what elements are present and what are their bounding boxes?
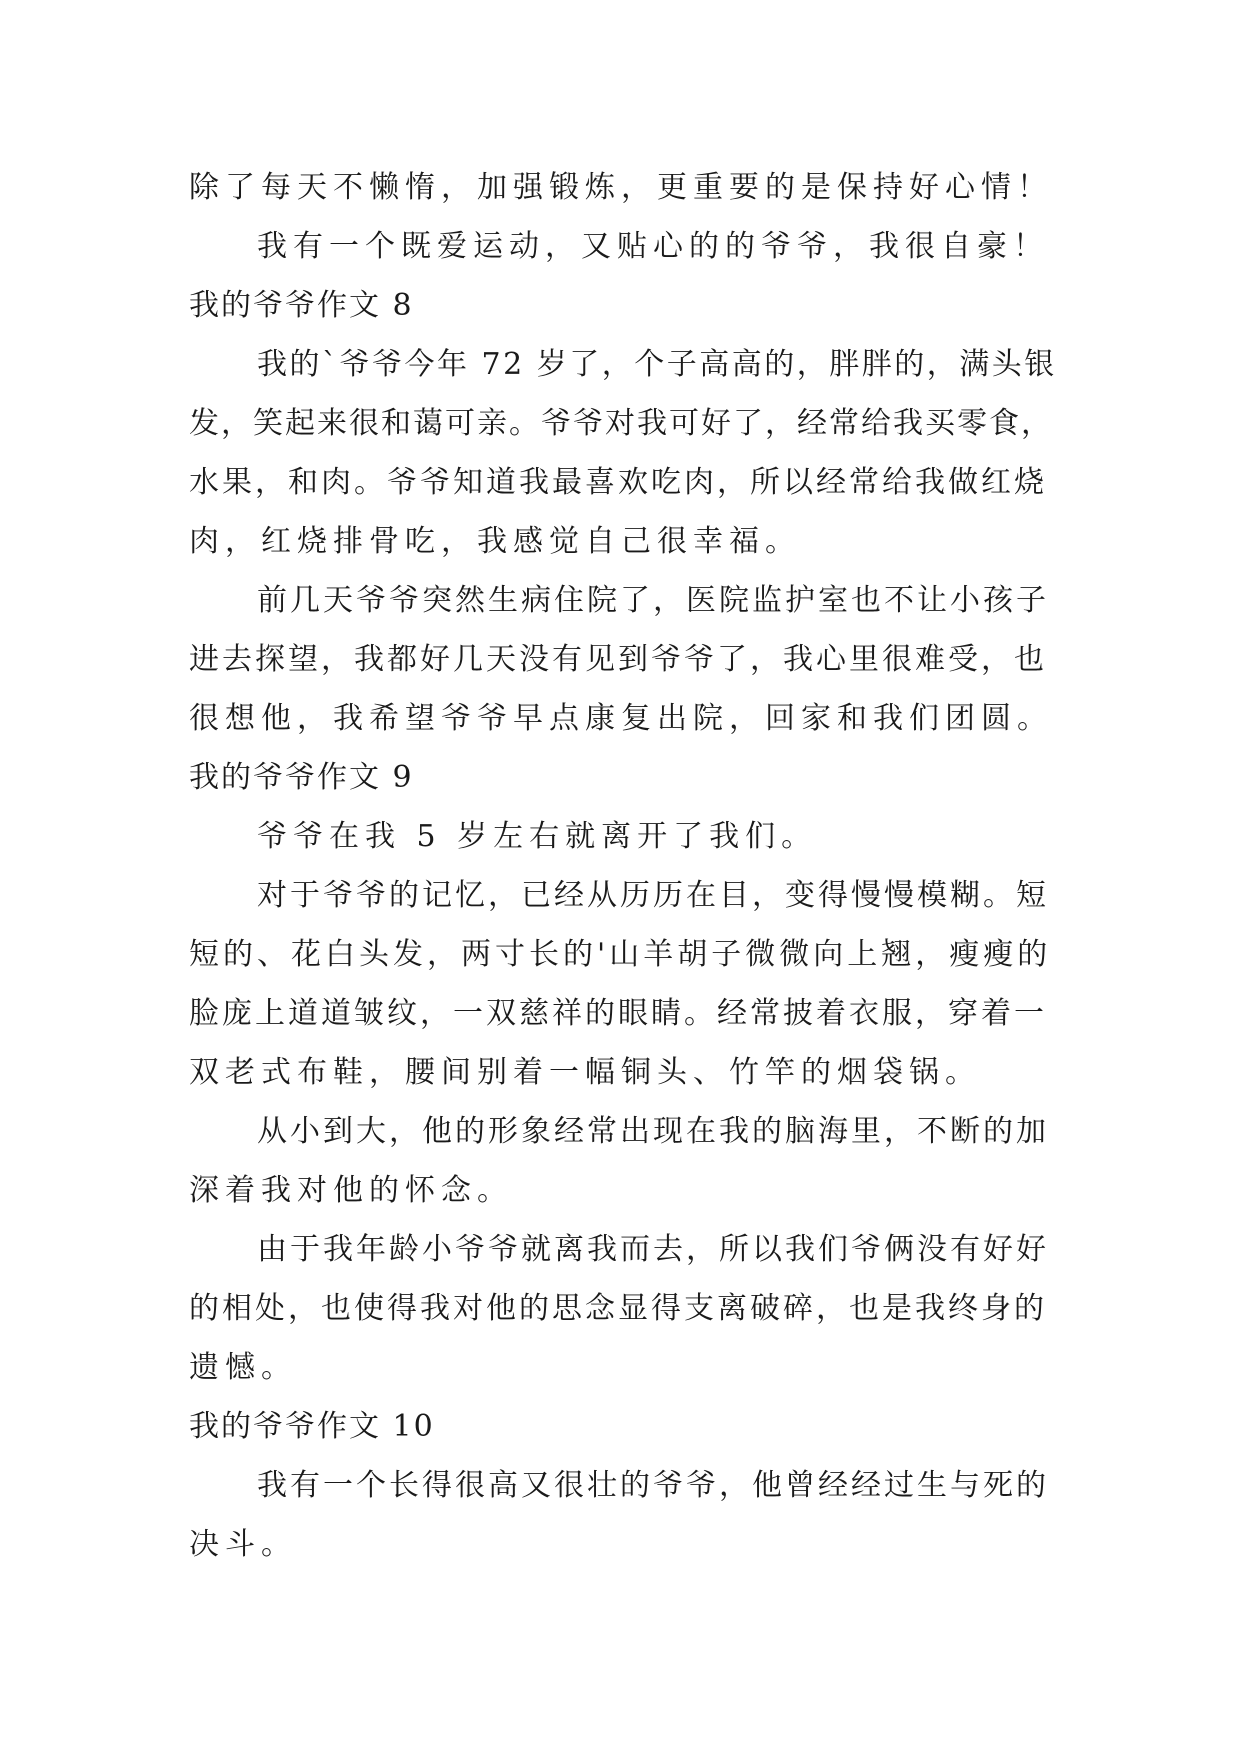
paragraph-line: 决斗。 <box>189 1527 297 1562</box>
paragraph-line: 双老式布鞋，腰间别着一幅铜头、竹竿的烟袋锅。 <box>189 1055 981 1090</box>
paragraph-line: 从小到大，他的形象经常出现在我的脑海里，不断的加 <box>257 1114 1049 1149</box>
document-body <box>189 158 1059 1574</box>
paragraph-line: 发，笑起来很和蔼可亲。爷爷对我可好了，经常给我买零食， <box>189 406 1053 441</box>
paragraph-line: 我有一个长得很高又很壮的爷爷，他曾经经过生与死的 <box>257 1468 1049 1503</box>
paragraph-line: 肉，红烧排骨吃，我感觉自己很幸福。 <box>189 524 801 559</box>
section-heading: 我的爷爷作文 8 <box>189 288 414 323</box>
paragraph-line: 对于爷爷的记忆，已经从历历在目，变得慢慢模糊。短 <box>257 878 1049 913</box>
paragraph-line: 脸庞上道道皱纹，一双慈祥的眼睛。经常披着衣服，穿着一 <box>189 996 1047 1031</box>
paragraph-line: 除了每天不懒惰，加强锻炼，更重要的是保持好心情！ <box>189 170 1053 205</box>
paragraph-line: 短的、花白头发，两寸长的'山羊胡子微微向上翘，瘦瘦的 <box>189 937 1052 972</box>
section-heading: 我的爷爷作文 9 <box>189 760 414 795</box>
section-heading: 我的爷爷作文 10 <box>189 1409 435 1444</box>
paragraph-line: 深着我对他的怀念。 <box>189 1173 513 1208</box>
paragraph-line: 前几天爷爷突然生病住院了，医院监护室也不让小孩子 <box>257 583 1049 618</box>
paragraph-line: 水果，和肉。爷爷知道我最喜欢吃肉，所以经常给我做红烧 <box>189 465 1047 500</box>
paragraph-line: 由于我年龄小爷爷就离我而去，所以我们爷俩没有好好 <box>257 1232 1049 1267</box>
paragraph-line: 的相处，也使得我对他的思念显得支离破碎，也是我终身的 <box>189 1291 1047 1326</box>
paragraph-line: 我的`爷爷今年 72 岁了，个子高高的，胖胖的，满头银 <box>257 347 1057 382</box>
paragraph-line: 遗憾。 <box>189 1350 297 1385</box>
paragraph-line: 我有一个既爱运动，又贴心的的爷爷，我很自豪！ <box>257 229 1049 264</box>
paragraph-line: 很想他，我希望爷爷早点康复出院，回家和我们团圆。 <box>189 701 1053 736</box>
paragraph-line: 爷爷在我 5 岁左右就离开了我们。 <box>257 819 818 854</box>
paragraph-line: 进去探望，我都好几天没有见到爷爷了，我心里很难受，也 <box>189 642 1047 677</box>
